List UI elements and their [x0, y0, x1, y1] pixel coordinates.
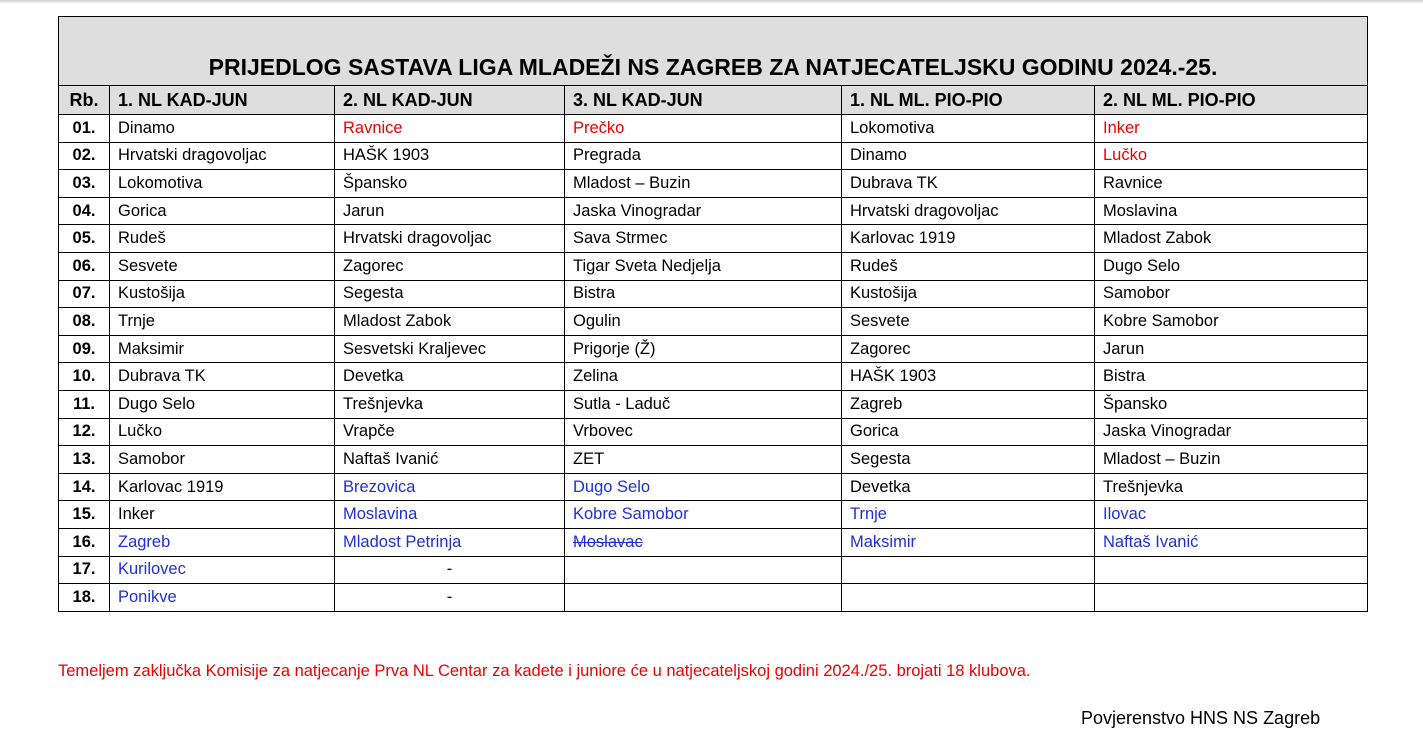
club-cell: Ilovac [1095, 501, 1368, 529]
club-cell: Zagreb [110, 528, 335, 556]
row-number: 07. [59, 280, 110, 308]
table-row [59, 225, 1368, 253]
club-cell: Mladost – Buzin [565, 170, 842, 198]
club-cell: Hrvatski dragovoljac [335, 225, 565, 253]
club-cell: Naftaš Ivanić [335, 446, 565, 474]
table-row [59, 556, 1368, 584]
club-cell: Sesvete [842, 308, 1095, 336]
club-cell: Kustošija [842, 280, 1095, 308]
club-cell: Kustošija [110, 280, 335, 308]
club-cell: Hrvatski dragovoljac [842, 197, 1095, 225]
table-row [59, 584, 1368, 612]
club-cell: Dinamo [842, 142, 1095, 170]
club-cell [565, 584, 842, 612]
club-cell: Zagreb [842, 390, 1095, 418]
club-cell: Moslavac [565, 528, 842, 556]
club-cell: Zagorec [335, 252, 565, 280]
club-cell: Karlovac 1919 [110, 473, 335, 501]
club-cell: Lučko [1095, 142, 1368, 170]
club-cell: Brezovica [335, 473, 565, 501]
row-number: 08. [59, 308, 110, 336]
club-cell: Hrvatski dragovoljac [110, 142, 335, 170]
club-cell: Mladost Zabok [335, 308, 565, 336]
row-number: 13. [59, 446, 110, 474]
commission-note: Temeljem zaključka Komisije za natjecanje Prva NL Centar za kadete i juniore će u natjecateljskoj godini 2024./25. brojati 18 klubova. [58, 662, 1031, 680]
club-cell: Ravnice [335, 115, 565, 143]
page-top-edge [0, 0, 1423, 4]
club-cell: - [335, 584, 565, 612]
table-row [59, 280, 1368, 308]
club-cell: Zelina [565, 363, 842, 391]
club-cell: Devetka [335, 363, 565, 391]
club-cell: Ravnice [1095, 170, 1368, 198]
club-cell: Lokomotiva [842, 115, 1095, 143]
club-cell: Lokomotiva [110, 170, 335, 198]
club-cell [842, 584, 1095, 612]
club-cell: Devetka [842, 473, 1095, 501]
column-header-rb: Rb. [59, 86, 110, 115]
column-header-1-nl-ml-pio-pio: 1. NL ML. PIO-PIO [842, 86, 1095, 115]
row-number: 11. [59, 390, 110, 418]
club-cell: Rudeš [110, 225, 335, 253]
column-header-2-nl-kad-jun: 2. NL KAD-JUN [335, 86, 565, 115]
club-cell: Vrapče [335, 418, 565, 446]
club-cell: Mladost Petrinja [335, 528, 565, 556]
club-cell [1095, 584, 1368, 612]
table-row [59, 197, 1368, 225]
signature: Povjerenstvo HNS NS Zagreb [1081, 708, 1321, 728]
club-cell: Trešnjevka [1095, 473, 1368, 501]
club-cell: Dugo Selo [110, 390, 335, 418]
club-cell: Moslavina [1095, 197, 1368, 225]
header-row [59, 86, 1368, 115]
club-cell [1095, 556, 1368, 584]
table-row [59, 142, 1368, 170]
club-cell: Špansko [1095, 390, 1368, 418]
table-row [59, 363, 1368, 391]
club-cell: Karlovac 1919 [842, 225, 1095, 253]
club-cell: Naftaš Ivanić [1095, 528, 1368, 556]
club-cell: Sava Strmec [565, 225, 842, 253]
club-cell: Sutla - Laduč [565, 390, 842, 418]
club-cell: Bistra [565, 280, 842, 308]
table-row [59, 335, 1368, 363]
club-cell: Moslavina [335, 501, 565, 529]
club-cell: Kurilovec [110, 556, 335, 584]
club-cell: Kobre Samobor [565, 501, 842, 529]
club-cell: Zagorec [842, 335, 1095, 363]
club-cell: Segesta [335, 280, 565, 308]
club-cell: Dugo Selo [1095, 252, 1368, 280]
row-number: 18. [59, 584, 110, 612]
club-cell: Mladost – Buzin [1095, 446, 1368, 474]
club-cell: Vrbovec [565, 418, 842, 446]
club-cell: ZET [565, 446, 842, 474]
table-row [59, 473, 1368, 501]
club-cell: - [335, 556, 565, 584]
column-header-3-nl-kad-jun: 3. NL KAD-JUN [565, 86, 842, 115]
club-cell: Kobre Samobor [1095, 308, 1368, 336]
league-table [58, 16, 1368, 612]
club-cell: Pregrada [565, 142, 842, 170]
table-row [59, 115, 1368, 143]
row-number: 10. [59, 363, 110, 391]
club-cell: Gorica [110, 197, 335, 225]
row-number: 15. [59, 501, 110, 529]
club-cell: Bistra [1095, 363, 1368, 391]
club-cell: Dinamo [110, 115, 335, 143]
table-row [59, 308, 1368, 336]
row-number: 02. [59, 142, 110, 170]
club-cell: Maksimir [110, 335, 335, 363]
club-cell: Samobor [110, 446, 335, 474]
club-cell: Trnje [842, 501, 1095, 529]
club-cell: Lučko [110, 418, 335, 446]
club-cell: Ponikve [110, 584, 335, 612]
club-cell: Samobor [1095, 280, 1368, 308]
club-cell: Rudeš [842, 252, 1095, 280]
club-cell: Dubrava TK [842, 170, 1095, 198]
club-cell [565, 556, 842, 584]
club-cell: Inker [110, 501, 335, 529]
table-row [59, 252, 1368, 280]
club-cell: Jaska Vinogradar [565, 197, 842, 225]
club-cell: Ogulin [565, 308, 842, 336]
club-cell: Tigar Sveta Nedjelja [565, 252, 842, 280]
club-cell: Jarun [1095, 335, 1368, 363]
table-row [59, 418, 1368, 446]
row-number: 14. [59, 473, 110, 501]
club-cell: Trešnjevka [335, 390, 565, 418]
table-row [59, 501, 1368, 529]
row-number: 05. [59, 225, 110, 253]
column-header-2-nl-ml-pio-pio: 2. NL ML. PIO-PIO [1095, 86, 1368, 115]
club-cell: Gorica [842, 418, 1095, 446]
club-cell: Inker [1095, 115, 1368, 143]
table-row [59, 446, 1368, 474]
table-row [59, 390, 1368, 418]
row-number: 01. [59, 115, 110, 143]
club-cell: Jarun [335, 197, 565, 225]
row-number: 12. [59, 418, 110, 446]
club-cell: Mladost Zabok [1095, 225, 1368, 253]
title-row [59, 17, 1368, 86]
row-number: 04. [59, 197, 110, 225]
club-cell: Dugo Selo [565, 473, 842, 501]
club-cell: Sesvetski Kraljevec [335, 335, 565, 363]
club-cell: Prigorje (Ž) [565, 335, 842, 363]
club-cell: Segesta [842, 446, 1095, 474]
club-cell [842, 556, 1095, 584]
club-cell: Prečko [565, 115, 842, 143]
column-header-1-nl-kad-jun: 1. NL KAD-JUN [110, 86, 335, 115]
club-cell: Trnje [110, 308, 335, 336]
club-cell: Sesvete [110, 252, 335, 280]
club-cell: Jaska Vinogradar [1095, 418, 1368, 446]
document-title: PRIJEDLOG SASTAVA LIGA MLADEŽI NS ZAGREB ZA NATJECATELJSKU GODINU 2024.-25. [59, 17, 1368, 86]
club-cell: Dubrava TK [110, 363, 335, 391]
club-cell: Maksimir [842, 528, 1095, 556]
club-cell: Špansko [335, 170, 565, 198]
row-number: 09. [59, 335, 110, 363]
row-number: 17. [59, 556, 110, 584]
club-cell: HAŠK 1903 [335, 142, 565, 170]
table-row [59, 170, 1368, 198]
row-number: 16. [59, 528, 110, 556]
table-row [59, 528, 1368, 556]
club-cell: HAŠK 1903 [842, 363, 1095, 391]
row-number: 06. [59, 252, 110, 280]
row-number: 03. [59, 170, 110, 198]
